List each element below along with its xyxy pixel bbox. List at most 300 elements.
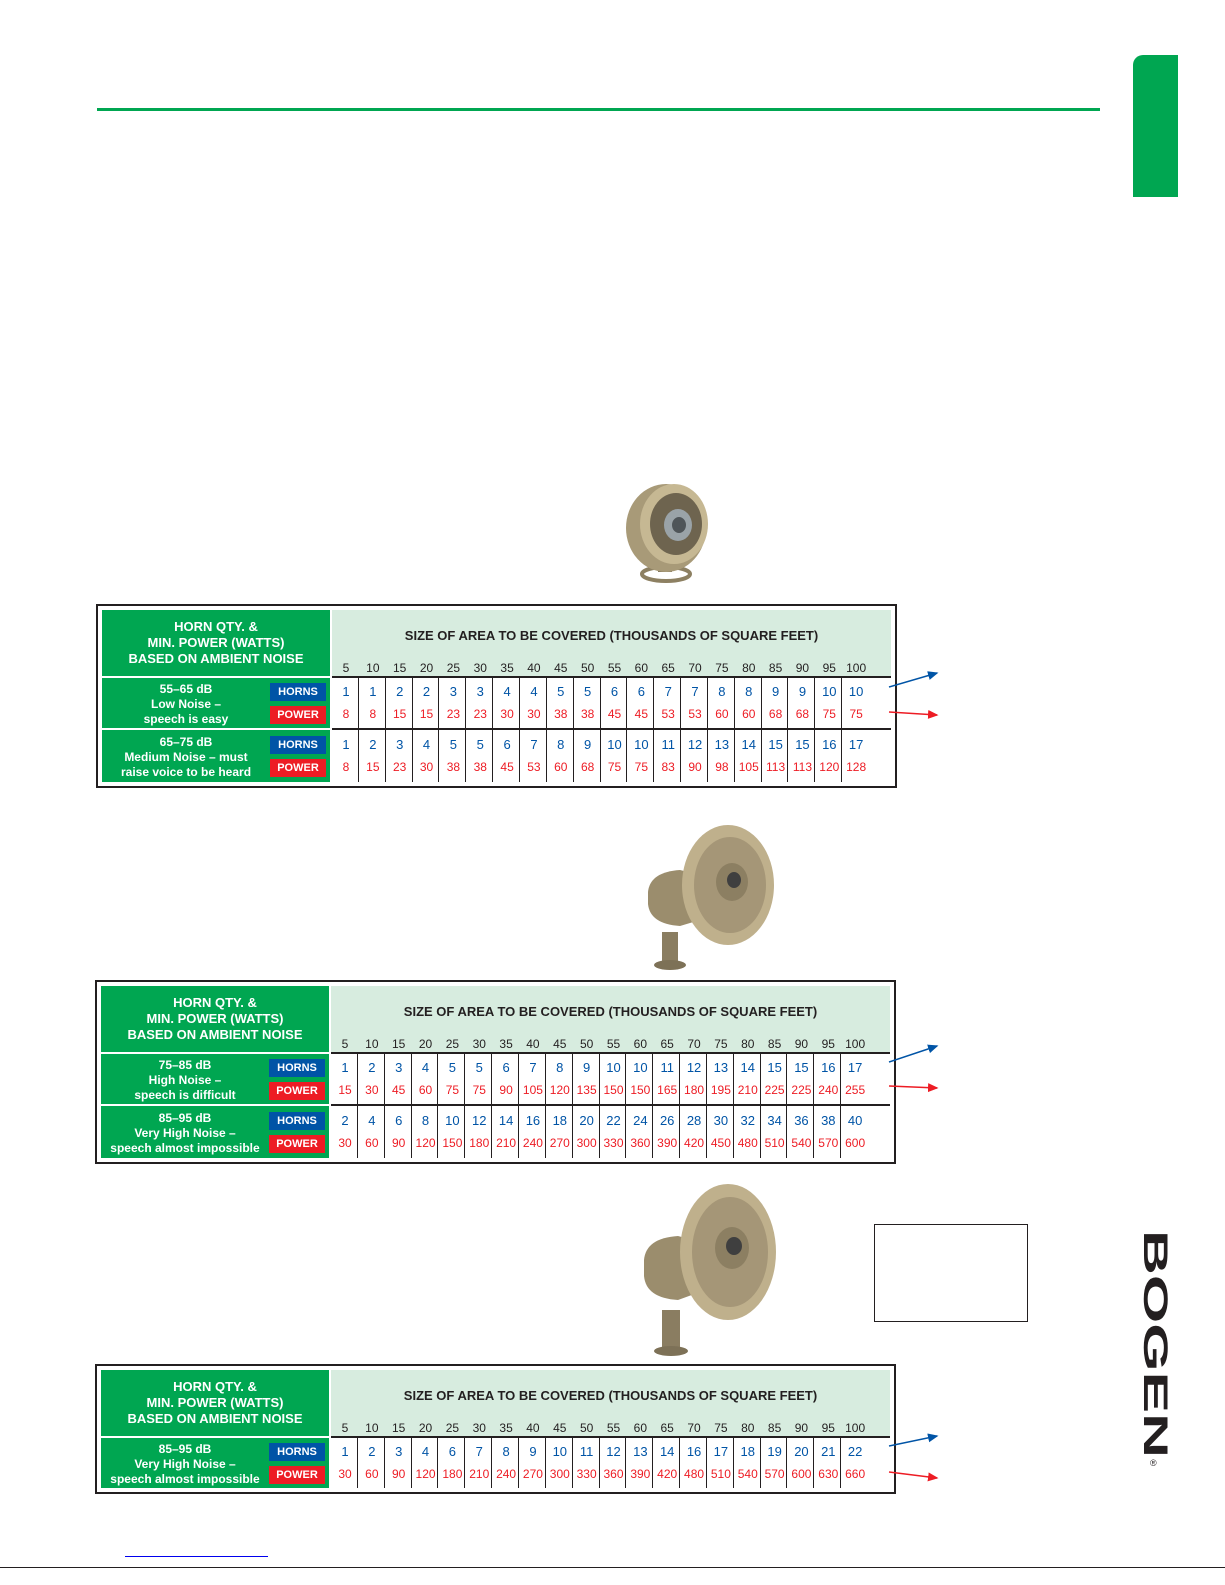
power-watts-cell: 30	[338, 1136, 352, 1150]
area-size-cell: 40	[526, 1037, 540, 1051]
power-watts-cell: 30	[365, 1083, 379, 1097]
horn-qty-cell: 20	[579, 1113, 594, 1128]
column-divider	[491, 1054, 492, 1158]
noise-level: 65–75 dB	[159, 735, 213, 749]
area-size-cell: 55	[607, 661, 622, 675]
power-watts-cell: 180	[469, 1136, 490, 1150]
power-watts-cell: 38	[580, 707, 595, 721]
column-divider	[680, 678, 681, 782]
column-divider	[733, 1054, 734, 1158]
horn-qty-cell: 16	[525, 1113, 541, 1128]
horn-qty-cell: 8	[556, 1060, 564, 1075]
power-badge: POWER	[269, 1135, 325, 1153]
horns-badge: HORNS	[269, 1112, 325, 1130]
noise-level: 75–85 dB	[158, 1058, 212, 1072]
horn-qty-cell: 12	[606, 1444, 621, 1459]
horn-qty-cell: 7	[664, 684, 672, 699]
horn-qty-cell: 4	[422, 737, 431, 752]
column-divider	[384, 1438, 385, 1488]
noise-description: speech is difficult	[134, 1088, 236, 1102]
horn-speaker-large-image	[636, 1180, 781, 1358]
horn-qty-cell: 14	[498, 1113, 514, 1128]
logo-text: BOGEN	[1136, 1230, 1174, 1355]
column-divider	[464, 1438, 465, 1488]
column-divider	[599, 1054, 600, 1158]
horn-qty-cell: 10	[634, 737, 649, 752]
table-header-label	[101, 1370, 329, 1436]
power-watts-cell: 23	[446, 707, 461, 721]
horn-qty-cell: 2	[396, 684, 404, 699]
area-size-cell: 70	[687, 1421, 701, 1435]
power-watts-cell: 60	[554, 760, 568, 774]
area-size-cell: 25	[446, 661, 461, 675]
horn-qty-cell: 16	[821, 1060, 836, 1075]
horn-qty-cell: 9	[771, 684, 780, 699]
power-watts-cell: 600	[845, 1136, 866, 1150]
column-divider	[652, 1054, 653, 1158]
horn-qty-cell: 12	[686, 1060, 702, 1075]
power-watts-cell: 570	[818, 1136, 839, 1150]
power-watts-cell: 68	[580, 760, 595, 774]
horn-qty-cell: 26	[659, 1113, 675, 1128]
horn-qty-cell: 3	[449, 684, 457, 699]
area-size-title: SIZE OF AREA TO BE COVERED (THOUSANDS OF SQUARE FEET)	[331, 986, 890, 1036]
power-watts-cell: 105	[738, 760, 759, 774]
area-size-cell: 15	[393, 661, 407, 675]
power-watts-cell: 8	[342, 760, 350, 774]
area-size-cell: 10	[366, 661, 380, 675]
power-watts-cell: 38	[446, 760, 461, 774]
column-divider	[519, 678, 520, 782]
header-line: MIN. POWER (WATTS)	[146, 1395, 284, 1410]
area-size-row	[331, 1036, 890, 1054]
horn-qty-cell: 34	[767, 1113, 782, 1128]
power-watts-cell: 150	[603, 1083, 624, 1097]
power-watts-cell: 570	[764, 1467, 785, 1481]
power-watts-cell: 8	[342, 707, 350, 721]
power-watts-cell: 120	[819, 760, 840, 774]
horn-qty-cell: 15	[768, 737, 783, 752]
column-divider	[357, 1054, 358, 1158]
horn-qty-cell: 7	[530, 737, 538, 752]
horn-qty-cell: 32	[740, 1113, 755, 1128]
area-size-row	[331, 1420, 890, 1438]
power-badge: POWER	[270, 706, 326, 724]
power-watts-cell: 45	[392, 1083, 406, 1097]
power-watts-cell: 360	[630, 1136, 651, 1150]
horn-qty-cell: 17	[848, 737, 864, 752]
noise-group-label	[101, 1054, 329, 1104]
horn-qty-cell: 17	[847, 1060, 863, 1075]
power-watts-cell: 210	[469, 1467, 490, 1481]
area-size-cell: 55	[606, 1037, 621, 1051]
power-watts-cell: 8	[369, 707, 377, 721]
area-size-cell: 90	[794, 1037, 809, 1051]
area-size-cell: 100	[845, 1421, 866, 1435]
horn-qty-cell: 18	[552, 1113, 568, 1128]
column-divider	[437, 1438, 438, 1488]
power-watts-cell: 53	[661, 707, 675, 721]
power-watts-cell: 420	[657, 1467, 678, 1481]
horns-badge: HORNS	[269, 1443, 325, 1461]
column-divider	[625, 1054, 626, 1158]
horn-qty-cell: 8	[718, 684, 726, 699]
horn-qty-cell: 8	[421, 1113, 430, 1128]
area-size-cell: 40	[526, 1421, 540, 1435]
footer-rule	[0, 1567, 1225, 1568]
power-watts-cell: 660	[845, 1467, 866, 1481]
power-watts-cell: 60	[365, 1136, 379, 1150]
horn-qty-cell: 9	[584, 737, 592, 752]
horn-qty-cell: 36	[794, 1113, 809, 1128]
column-divider	[492, 678, 493, 782]
horn-qty-cell: 7	[691, 684, 699, 699]
power-watts-cell: 75	[445, 1083, 460, 1097]
area-size-cell: 25	[445, 1421, 460, 1435]
horn-qty-cell: 13	[714, 737, 730, 752]
horn-qty-cell: 38	[821, 1113, 836, 1128]
area-size-cell: 100	[845, 1037, 866, 1051]
power-watts-cell: 390	[657, 1136, 678, 1150]
area-size-cell: 20	[418, 1421, 433, 1435]
horn-qty-cell: 9	[583, 1060, 591, 1075]
power-watts-cell: 150	[630, 1083, 651, 1097]
horn-qty-cell: 2	[368, 1060, 376, 1075]
horn-qty-cell: 3	[396, 737, 404, 752]
power-watts-cell: 45	[607, 707, 622, 721]
horn-qty-cell: 24	[633, 1113, 648, 1128]
row-divider	[332, 728, 891, 730]
horn-qty-cell: 20	[794, 1444, 809, 1459]
power-watts-cell: 180	[442, 1467, 463, 1481]
column-divider	[626, 678, 627, 782]
area-size-cell: 50	[579, 1037, 594, 1051]
horn-qty-cell: 2	[341, 1113, 349, 1128]
area-size-cell: 65	[660, 1421, 674, 1435]
horn-qty-cell: 12	[472, 1113, 487, 1128]
noise-description: Medium Noise – must	[124, 750, 248, 764]
column-divider	[384, 1054, 385, 1158]
horn-qty-cell: 7	[475, 1444, 483, 1459]
header-line: HORN QTY. &	[174, 619, 258, 634]
power-watts-cell: 60	[742, 707, 756, 721]
horn-qty-cell: 8	[502, 1444, 510, 1459]
horn-qty-cell: 14	[740, 1060, 755, 1075]
power-watts-cell: 30	[500, 707, 514, 721]
power-watts-cell: 330	[603, 1136, 624, 1150]
area-size-cell: 80	[741, 1421, 755, 1435]
column-divider	[652, 1438, 653, 1488]
area-size-cell: 75	[715, 661, 729, 675]
area-size-cell: 5	[341, 1421, 349, 1435]
horn-qty-cell: 30	[713, 1113, 729, 1128]
power-watts-cell: 90	[392, 1467, 406, 1481]
power-badge: POWER	[270, 759, 326, 777]
column-divider	[518, 1054, 519, 1158]
power-watts-cell: 270	[549, 1136, 570, 1150]
horn-qty-cell: 10	[607, 737, 622, 752]
power-watts-cell: 390	[630, 1467, 651, 1481]
area-size-cell: 30	[473, 661, 487, 675]
column-divider	[625, 1438, 626, 1488]
power-watts-cell: 113	[766, 760, 786, 774]
footer-link[interactable]	[125, 1556, 268, 1557]
area-size-cell: 90	[795, 661, 810, 675]
horn-qty-cell: 10	[445, 1113, 460, 1128]
column-divider	[679, 1054, 680, 1158]
column-divider	[465, 678, 466, 782]
noise-group-label	[102, 730, 330, 782]
power-watts-cell: 510	[764, 1136, 785, 1150]
power-watts-cell: 60	[365, 1467, 379, 1481]
horn-qty-cell: 15	[794, 1060, 809, 1075]
power-watts-cell: 120	[415, 1467, 436, 1481]
area-size-cell: 65	[661, 661, 675, 675]
column-divider	[412, 678, 413, 782]
table-header-label	[102, 610, 330, 676]
power-watts-cell: 255	[845, 1083, 866, 1097]
header-line: MIN. POWER (WATTS)	[147, 635, 285, 650]
horn-qty-cell: 8	[557, 737, 565, 752]
header-line: BASED ON AMBIENT NOISE	[127, 1027, 303, 1042]
column-divider	[706, 1438, 707, 1488]
area-size-cell: 20	[419, 661, 434, 675]
area-size-cell: 95	[821, 1037, 835, 1051]
column-divider	[464, 1054, 465, 1158]
horn-qty-cell: 15	[767, 1060, 782, 1075]
area-size-cell: 55	[606, 1421, 621, 1435]
power-badge: POWER	[269, 1082, 325, 1100]
header-rule	[97, 108, 1100, 111]
callout-arrows-2	[885, 1040, 955, 1110]
column-divider	[600, 678, 601, 782]
horn-qty-cell: 16	[686, 1444, 702, 1459]
horn-qty-cell: 1	[342, 684, 350, 699]
horn-qty-cell: 13	[713, 1060, 729, 1075]
area-size-cell: 35	[499, 1037, 513, 1051]
area-size-cell: 10	[365, 1037, 379, 1051]
column-divider	[814, 678, 815, 782]
area-size-cell: 65	[660, 1037, 674, 1051]
power-watts-cell: 38	[554, 707, 568, 721]
area-size-cell: 70	[687, 1037, 701, 1051]
horn-qty-cell: 19	[767, 1444, 782, 1459]
column-divider	[599, 1438, 600, 1488]
power-watts-cell: 128	[846, 760, 867, 774]
power-watts-cell: 90	[392, 1136, 406, 1150]
horn-qty-cell: 6	[448, 1444, 456, 1459]
power-watts-cell: 30	[419, 760, 434, 774]
column-divider	[761, 678, 762, 782]
power-watts-cell: 45	[500, 760, 514, 774]
power-watts-cell: 98	[715, 760, 729, 774]
power-watts-cell: 270	[522, 1467, 543, 1481]
column-divider	[760, 1054, 761, 1158]
area-size-cell: 30	[472, 1037, 486, 1051]
power-watts-cell: 540	[791, 1136, 812, 1150]
power-watts-cell: 30	[338, 1467, 352, 1481]
horn-qty-cell: 10	[822, 684, 837, 699]
power-watts-cell: 15	[366, 760, 380, 774]
column-divider	[438, 678, 439, 782]
power-watts-cell: 53	[527, 760, 541, 774]
column-divider	[734, 678, 735, 782]
horn-qty-cell: 3	[395, 1060, 403, 1075]
horns-badge: HORNS	[269, 1059, 325, 1077]
power-watts-cell: 75	[634, 760, 649, 774]
column-divider	[653, 678, 654, 782]
power-watts-cell: 15	[338, 1083, 352, 1097]
power-watts-cell: 53	[688, 707, 702, 721]
noise-description: Very High Noise –	[134, 1457, 236, 1471]
power-watts-cell: 360	[603, 1467, 624, 1481]
column-divider	[840, 1054, 841, 1158]
horn-qty-cell: 1	[341, 1060, 349, 1075]
area-size-cell: 60	[634, 661, 649, 675]
power-watts-cell: 330	[576, 1467, 597, 1481]
horn-qty-cell: 10	[606, 1060, 621, 1075]
power-watts-cell: 150	[442, 1136, 463, 1150]
power-watts-cell: 420	[684, 1136, 705, 1150]
power-watts-cell: 23	[393, 760, 407, 774]
horn-qty-cell: 18	[740, 1444, 755, 1459]
horn-qty-cell: 5	[449, 737, 457, 752]
column-divider	[385, 678, 386, 782]
horn-qty-cell: 1	[342, 737, 350, 752]
noise-description: Very High Noise –	[134, 1126, 236, 1140]
column-divider	[573, 678, 574, 782]
power-watts-cell: 113	[792, 760, 812, 774]
area-size-cell: 40	[527, 661, 541, 675]
header-line: HORN QTY. &	[173, 1379, 257, 1394]
horn-qty-cell: 11	[661, 737, 675, 752]
power-watts-cell: 600	[791, 1467, 812, 1481]
power-watts-cell: 195	[710, 1083, 731, 1097]
power-watts-cell: 68	[768, 707, 783, 721]
horn-qty-cell: 3	[395, 1444, 403, 1459]
horn-qty-cell: 11	[660, 1060, 674, 1075]
horn-qty-cell: 16	[822, 737, 837, 752]
power-watts-cell: 60	[715, 707, 729, 721]
horn-qty-cell: 1	[369, 684, 377, 699]
noise-group-label	[101, 1106, 329, 1158]
power-watts-cell: 630	[818, 1467, 839, 1481]
column-divider	[545, 1438, 546, 1488]
horn-qty-cell: 2	[422, 684, 431, 699]
area-size-title: SIZE OF AREA TO BE COVERED (THOUSANDS OF SQUARE FEET)	[331, 1370, 890, 1420]
horn-qty-cell: 9	[529, 1444, 537, 1459]
area-size-cell: 95	[821, 1421, 835, 1435]
empty-callout-box	[874, 1224, 1028, 1322]
area-size-cell: 15	[392, 1037, 406, 1051]
noise-description: Low Noise –	[150, 697, 221, 711]
area-size-cell: 10	[365, 1421, 379, 1435]
header-line: BASED ON AMBIENT NOISE	[128, 651, 304, 666]
area-size-cell: 100	[846, 661, 867, 675]
area-size-cell: 20	[418, 1037, 433, 1051]
horn-qty-cell: 14	[741, 737, 756, 752]
horn-qty-cell: 8	[745, 684, 753, 699]
horn-qty-cell: 13	[633, 1444, 648, 1459]
horn-qty-cell: 6	[637, 684, 645, 699]
column-divider	[840, 1438, 841, 1488]
power-badge: POWER	[269, 1466, 325, 1484]
horn-qty-cell: 1	[341, 1444, 349, 1459]
column-divider	[491, 1438, 492, 1488]
column-divider	[813, 1438, 814, 1488]
area-size-cell: 5	[341, 1037, 349, 1051]
power-watts-cell: 105	[522, 1083, 543, 1097]
power-watts-cell: 38	[473, 760, 487, 774]
power-watts-cell: 225	[791, 1083, 812, 1097]
horn-qty-cell: 17	[713, 1444, 729, 1459]
column-divider	[707, 678, 708, 782]
horn-qty-cell: 7	[529, 1060, 537, 1075]
power-watts-cell: 120	[415, 1136, 436, 1150]
power-watts-cell: 75	[607, 760, 622, 774]
noise-description: raise voice to be heard	[120, 765, 252, 779]
area-size-cell: 85	[767, 1037, 782, 1051]
noise-level: 85–95 dB	[158, 1111, 212, 1125]
noise-level: 55–65 dB	[159, 682, 213, 696]
area-size-cell: 45	[553, 1421, 567, 1435]
horn-qty-cell: 10	[848, 684, 864, 699]
column-divider	[679, 1438, 680, 1488]
area-size-cell: 90	[794, 1421, 809, 1435]
power-watts-cell: 540	[737, 1467, 758, 1481]
column-divider	[518, 1438, 519, 1488]
column-divider	[786, 1438, 787, 1488]
area-size-title: SIZE OF AREA TO BE COVERED (THOUSANDS OF SQUARE FEET)	[332, 610, 891, 660]
area-size-cell: 60	[633, 1421, 648, 1435]
noise-description: speech is easy	[143, 712, 229, 726]
horn-qty-cell: 6	[502, 1060, 510, 1075]
horn-qty-cell: 4	[368, 1113, 376, 1128]
section-tab[interactable]	[1133, 55, 1178, 197]
power-watts-cell: 240	[818, 1083, 839, 1097]
table-header-label	[101, 986, 329, 1052]
column-divider	[760, 1438, 761, 1488]
area-size-cell: 25	[445, 1037, 460, 1051]
column-divider	[357, 1438, 358, 1488]
horns-badge: HORNS	[270, 683, 326, 701]
power-watts-cell: 75	[849, 707, 863, 721]
column-divider	[841, 678, 842, 782]
noise-level: 85–95 dB	[158, 1442, 212, 1456]
area-size-cell: 15	[392, 1421, 406, 1435]
horn-qty-cell: 10	[552, 1444, 568, 1459]
column-divider	[358, 678, 359, 782]
power-watts-cell: 240	[522, 1136, 543, 1150]
horn-qty-cell: 10	[633, 1060, 648, 1075]
horn-qty-cell: 14	[659, 1444, 675, 1459]
horn-qty-cell: 12	[687, 737, 703, 752]
column-divider	[545, 1054, 546, 1158]
power-watts-cell: 75	[822, 707, 836, 721]
area-size-cell: 50	[580, 661, 595, 675]
power-watts-cell: 165	[657, 1083, 678, 1097]
column-divider	[411, 1438, 412, 1488]
column-divider	[733, 1438, 734, 1488]
column-divider	[546, 678, 547, 782]
horn-speaker-medium-image	[640, 820, 780, 970]
column-divider	[813, 1054, 814, 1158]
area-size-cell: 50	[579, 1421, 594, 1435]
area-size-cell: 45	[554, 661, 568, 675]
column-divider	[786, 1054, 787, 1158]
bogen-logo	[1136, 1230, 1174, 1470]
horn-qty-cell: 6	[610, 684, 619, 699]
